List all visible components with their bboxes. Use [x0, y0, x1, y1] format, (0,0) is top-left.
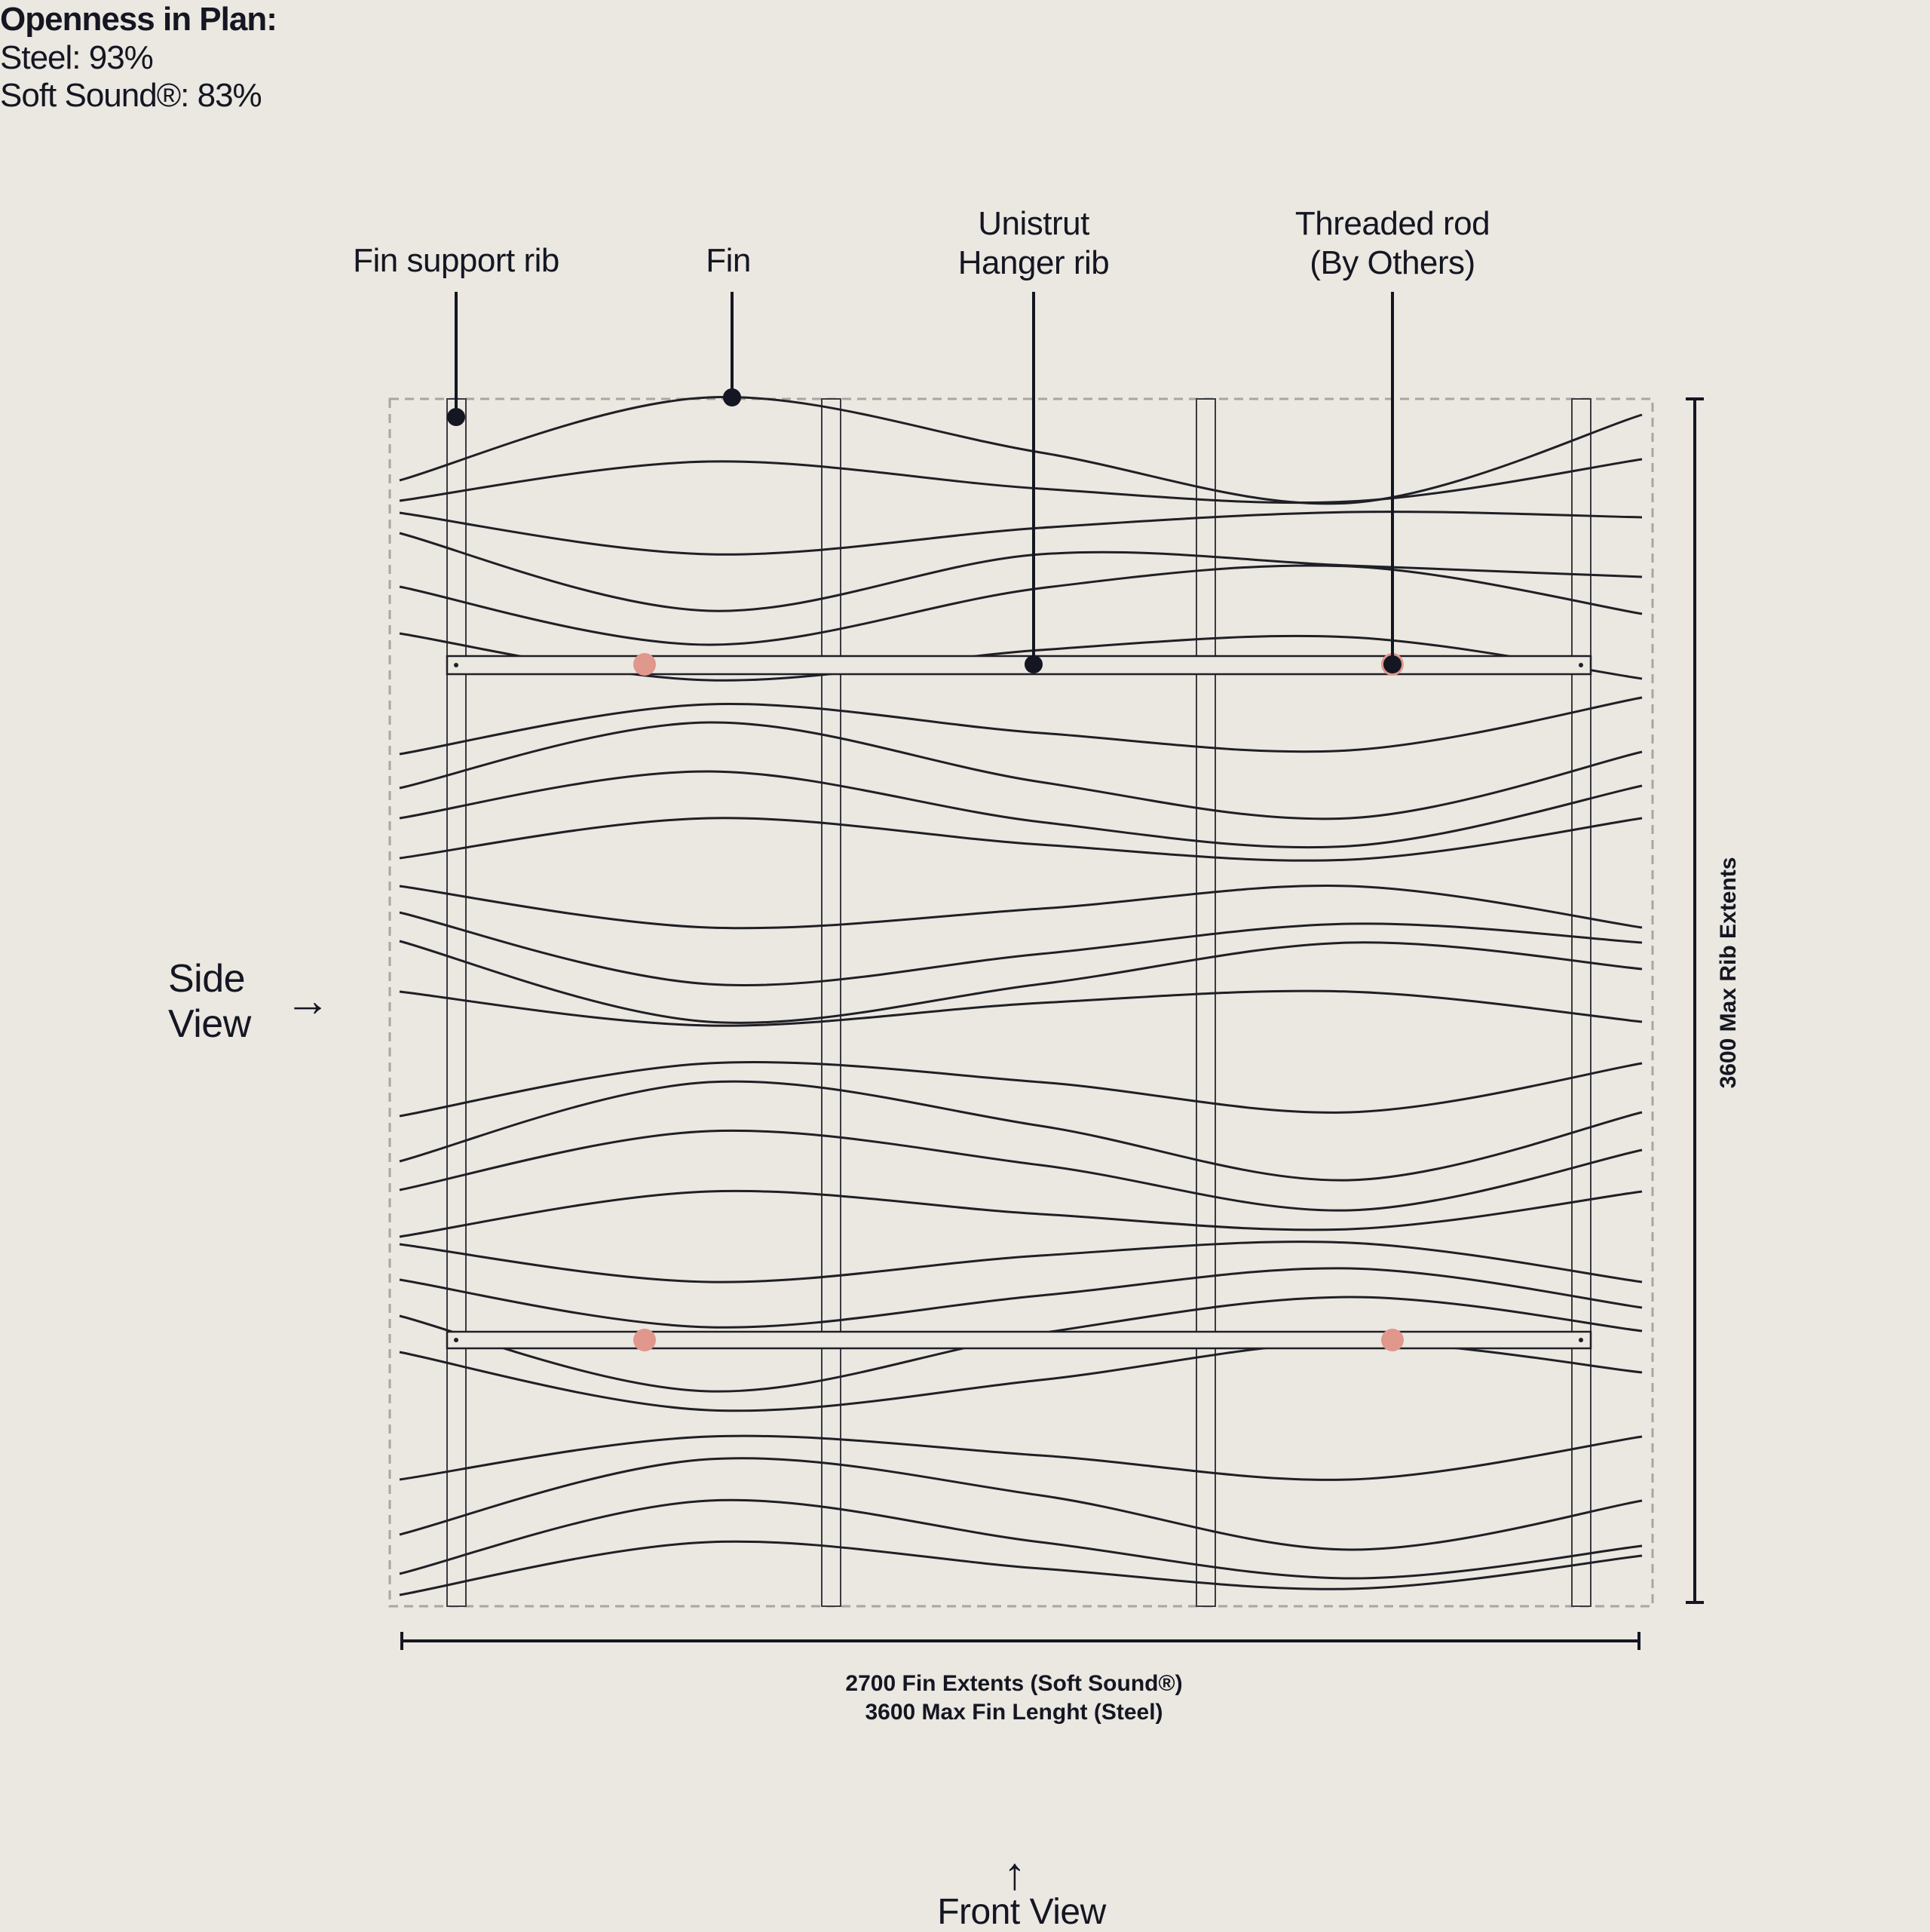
- rib-end-dots: [454, 663, 1583, 1342]
- label-threaded-rod-line1: Threaded rod: [1294, 205, 1490, 242]
- front-view-label: Front View: [937, 1892, 1106, 1932]
- fin-line: [400, 818, 1642, 860]
- fin-support-rib: [1572, 399, 1591, 1606]
- label-threaded-rod-line2: (By Others): [1310, 244, 1475, 281]
- rib-end-dot: [454, 663, 458, 667]
- fin-support-rib: [822, 399, 841, 1606]
- side-view-line1: Side: [168, 957, 246, 1001]
- leader-dot: [449, 409, 464, 425]
- fin-support-ribs: [447, 399, 1591, 1606]
- hanger-rib: [447, 656, 1591, 674]
- arrow-up-icon: ↑: [1003, 1848, 1026, 1899]
- horizontal-dimension-line2: 3600 Max Fin Lenght (Steel): [865, 1700, 1163, 1725]
- fin-line: [400, 1081, 1642, 1180]
- fin-line: [400, 1191, 1642, 1237]
- threaded-rod-marker: [633, 1329, 656, 1351]
- vertical-dimension-label: 3600 Max Rib Extents: [1716, 857, 1741, 1089]
- leader-dot: [725, 390, 740, 405]
- openness-title: Openness in Plan:: [0, 1, 277, 38]
- threaded-rod-marker: [633, 653, 656, 676]
- arrow-right-icon: →: [285, 975, 330, 1026]
- fin-line: [400, 771, 1642, 848]
- openness-soft-sound: Soft Sound®: 83%: [0, 77, 262, 114]
- hanger-ribs: [447, 656, 1591, 1348]
- fin-line: [400, 912, 1642, 985]
- fin-line: [400, 1436, 1642, 1480]
- fin-line: [400, 1130, 1642, 1210]
- threaded-rod-markers: [633, 653, 1404, 1351]
- label-threaded-rod: [1295, 204, 1490, 283]
- label-fin: [706, 241, 751, 281]
- label-fin-text: Fin: [706, 242, 751, 279]
- side-view-line2: View: [168, 1002, 251, 1046]
- label-fin-support-rib-text: Fin support rib: [353, 242, 559, 279]
- hanger-rib: [447, 1332, 1591, 1348]
- label-fin-support-rib: [353, 241, 559, 281]
- label-unistrut-line2: Hanger rib: [957, 244, 1110, 281]
- fins: [400, 397, 1642, 1595]
- openness-steel: Steel: 93%: [0, 39, 153, 76]
- fin-line: [400, 1062, 1642, 1116]
- fin-line: [400, 512, 1642, 555]
- rib-end-dot: [1579, 1338, 1583, 1342]
- leader-dot: [1385, 657, 1400, 672]
- fin-line: [400, 566, 1642, 645]
- side-view-label: [168, 956, 251, 1047]
- rib-end-dot: [1579, 663, 1583, 667]
- threaded-rod-marker: [1381, 1329, 1404, 1351]
- fin-line: [400, 941, 1642, 1023]
- label-unistrut-line1: Unistrut: [978, 205, 1089, 242]
- fin-line: [400, 991, 1642, 1026]
- fin-line: [400, 1268, 1642, 1327]
- fin-line: [400, 1541, 1642, 1595]
- leader-dot: [1026, 657, 1041, 672]
- fin-line: [400, 1458, 1642, 1550]
- fin-support-rib: [1196, 399, 1215, 1606]
- rib-end-dot: [454, 1338, 458, 1342]
- horizontal-dimension-line1: 2700 Fin Extents (Soft Sound®): [845, 1671, 1183, 1696]
- fin-line: [400, 886, 1642, 928]
- label-unistrut: [958, 204, 1109, 283]
- horizontal-dimension-label: [845, 1670, 1182, 1727]
- fin-line: [400, 1342, 1642, 1411]
- fin-line: [400, 1242, 1642, 1283]
- fin-support-rib: [447, 399, 466, 1606]
- fin-line: [400, 698, 1642, 754]
- fin-line: [400, 533, 1642, 611]
- callout-leaders: [449, 292, 1400, 672]
